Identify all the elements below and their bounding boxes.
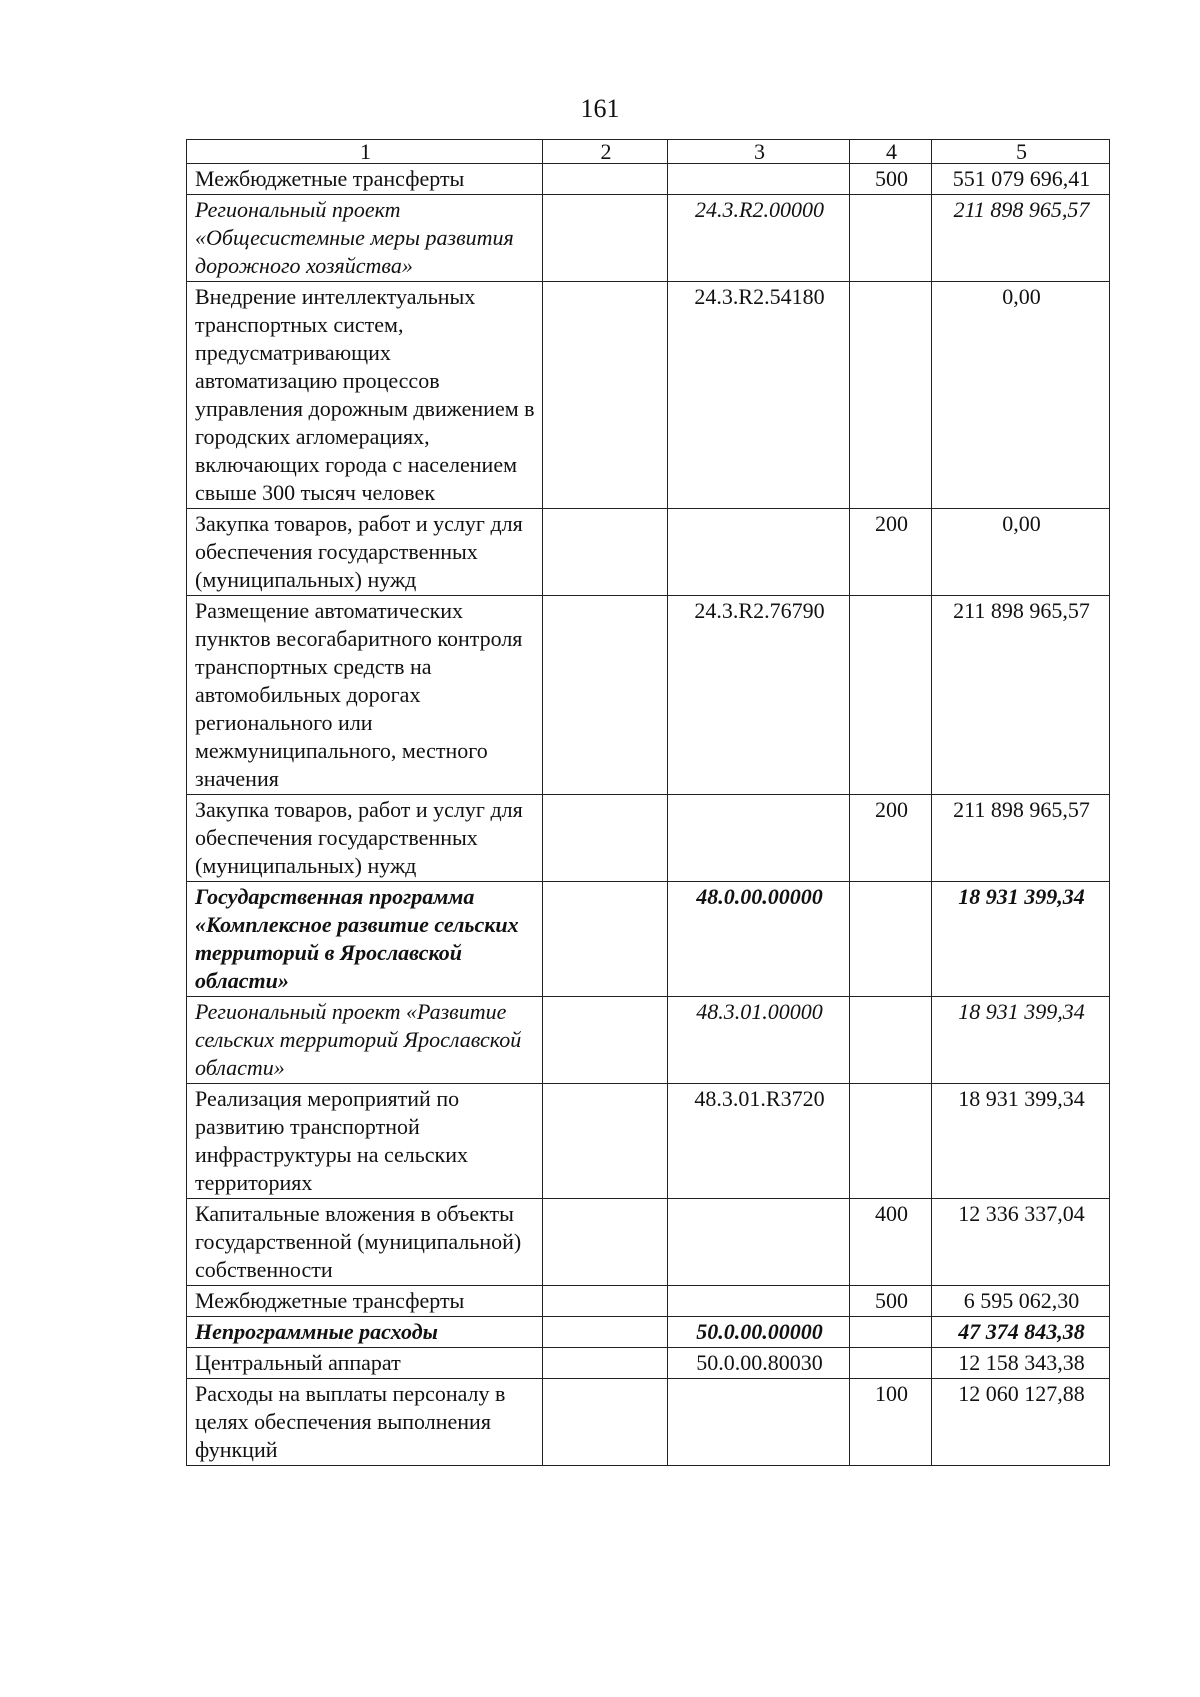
row-section-code bbox=[543, 596, 668, 795]
row-name: Государственная программа «Комплексное развитие сельских территорий в Ярославской области» bbox=[187, 882, 543, 997]
table-row bbox=[187, 1084, 1110, 1199]
row-section-code bbox=[543, 195, 668, 282]
row-name: Размещение автоматических пунктов весогабаритного контроля транспортных средств на автомобильных дорогах регионального или межмуниципального, местного значения bbox=[187, 596, 543, 795]
row-target-code bbox=[668, 164, 850, 195]
table-row bbox=[187, 195, 1110, 282]
row-target-code: 24.3.R2.00000 bbox=[668, 195, 850, 282]
row-expense-type bbox=[850, 195, 932, 282]
row-section-code bbox=[543, 1348, 668, 1379]
table-row bbox=[187, 997, 1110, 1084]
row-amount: 0,00 bbox=[932, 282, 1110, 509]
row-expense-type bbox=[850, 282, 932, 509]
row-section-code bbox=[543, 509, 668, 596]
table-header-row bbox=[187, 140, 1110, 164]
table-row bbox=[187, 882, 1110, 997]
row-target-code bbox=[668, 1199, 850, 1286]
row-amount: 18 931 399,34 bbox=[932, 882, 1110, 997]
row-name: Расходы на выплаты персоналу в целях обеспечения выполнения функций bbox=[187, 1379, 543, 1466]
row-expense-type bbox=[850, 1317, 932, 1348]
table-row bbox=[187, 596, 1110, 795]
row-expense-type: 100 bbox=[850, 1379, 932, 1466]
table-row bbox=[187, 1348, 1110, 1379]
row-name: Закупка товаров, работ и услуг для обеспечения государственных (муниципальных) нужд bbox=[187, 509, 543, 596]
column-header-4: 4 bbox=[850, 140, 932, 164]
row-target-code: 50.0.00.00000 bbox=[668, 1317, 850, 1348]
row-target-code bbox=[668, 795, 850, 882]
row-amount: 211 898 965,57 bbox=[932, 795, 1110, 882]
table-row bbox=[187, 509, 1110, 596]
table-row bbox=[187, 1379, 1110, 1466]
row-expense-type: 500 bbox=[850, 1286, 932, 1317]
row-target-code: 24.3.R2.54180 bbox=[668, 282, 850, 509]
row-name: Непрограммные расходы bbox=[187, 1317, 543, 1348]
table-row bbox=[187, 1317, 1110, 1348]
row-section-code bbox=[543, 882, 668, 997]
row-section-code bbox=[543, 1199, 668, 1286]
table-row bbox=[187, 164, 1110, 195]
row-section-code bbox=[543, 164, 668, 195]
row-amount: 12 060 127,88 bbox=[932, 1379, 1110, 1466]
row-expense-type bbox=[850, 882, 932, 997]
row-name: Реализация мероприятий по развитию транспортной инфраструктуры на сельских территориях bbox=[187, 1084, 543, 1199]
budget-table bbox=[186, 139, 1110, 1466]
row-name: Межбюджетные трансферты bbox=[187, 1286, 543, 1317]
row-expense-type: 200 bbox=[850, 795, 932, 882]
row-name: Региональный проект «Общесистемные меры развития дорожного хозяйства» bbox=[187, 195, 543, 282]
row-section-code bbox=[543, 1379, 668, 1466]
row-expense-type bbox=[850, 596, 932, 795]
row-amount: 0,00 bbox=[932, 509, 1110, 596]
table-body bbox=[187, 164, 1110, 1466]
row-section-code bbox=[543, 282, 668, 509]
row-section-code bbox=[543, 795, 668, 882]
page-number: 161 bbox=[580, 94, 620, 123]
column-header-2: 2 bbox=[543, 140, 668, 164]
table-row bbox=[187, 1286, 1110, 1317]
row-section-code bbox=[543, 997, 668, 1084]
row-name: Закупка товаров, работ и услуг для обеспечения государственных (муниципальных) нужд bbox=[187, 795, 543, 882]
row-name: Межбюджетные трансферты bbox=[187, 164, 543, 195]
row-target-code: 48.3.01.R3720 bbox=[668, 1084, 850, 1199]
row-target-code: 50.0.00.80030 bbox=[668, 1348, 850, 1379]
table-row bbox=[187, 795, 1110, 882]
row-name: Центральный аппарат bbox=[187, 1348, 543, 1379]
row-target-code bbox=[668, 1379, 850, 1466]
row-amount: 18 931 399,34 bbox=[932, 1084, 1110, 1199]
row-target-code bbox=[668, 1286, 850, 1317]
row-target-code: 48.3.01.00000 bbox=[668, 997, 850, 1084]
row-name: Региональный проект «Развитие сельских территорий Ярославской области» bbox=[187, 997, 543, 1084]
row-expense-type bbox=[850, 1348, 932, 1379]
row-expense-type: 500 bbox=[850, 164, 932, 195]
table-row bbox=[187, 1199, 1110, 1286]
row-amount: 12 158 343,38 bbox=[932, 1348, 1110, 1379]
row-name: Капитальные вложения в объекты государственной (муниципальной) собственности bbox=[187, 1199, 543, 1286]
row-name: Внедрение интеллектуальных транспортных систем, предусматривающих автоматизацию процессов управления дорожным движением в городских агломерациях, включающих города с населением свыше 300 тысяч человек bbox=[187, 282, 543, 509]
row-expense-type: 400 bbox=[850, 1199, 932, 1286]
row-amount: 47 374 843,38 bbox=[932, 1317, 1110, 1348]
row-amount: 211 898 965,57 bbox=[932, 596, 1110, 795]
row-section-code bbox=[543, 1286, 668, 1317]
row-target-code: 48.0.00.00000 bbox=[668, 882, 850, 997]
column-header-1: 1 bbox=[187, 140, 543, 164]
row-target-code: 24.3.R2.76790 bbox=[668, 596, 850, 795]
row-section-code bbox=[543, 1317, 668, 1348]
row-expense-type bbox=[850, 1084, 932, 1199]
row-amount: 551 079 696,41 bbox=[932, 164, 1110, 195]
column-header-3: 3 bbox=[668, 140, 850, 164]
table-row bbox=[187, 282, 1110, 509]
row-amount: 6 595 062,30 bbox=[932, 1286, 1110, 1317]
column-header-5: 5 bbox=[932, 140, 1110, 164]
row-expense-type bbox=[850, 997, 932, 1084]
row-section-code bbox=[543, 1084, 668, 1199]
row-amount: 211 898 965,57 bbox=[932, 195, 1110, 282]
row-target-code bbox=[668, 509, 850, 596]
row-amount: 18 931 399,34 bbox=[932, 997, 1110, 1084]
row-expense-type: 200 bbox=[850, 509, 932, 596]
row-amount: 12 336 337,04 bbox=[932, 1199, 1110, 1286]
